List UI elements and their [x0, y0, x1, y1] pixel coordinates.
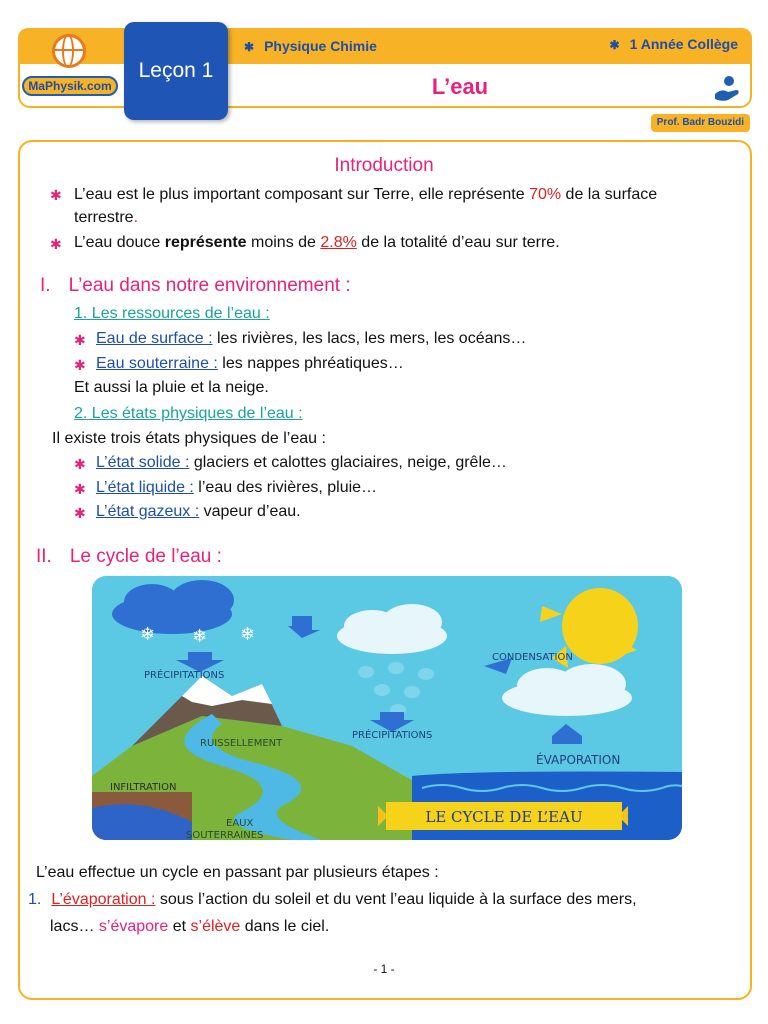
text: . — [133, 209, 139, 226]
water-cycle-diagram — [92, 576, 682, 840]
svg-text:❄: ❄ — [240, 624, 256, 645]
item-label: L’évaporation : — [51, 891, 156, 908]
section-title: Le cycle de l’eau : — [69, 546, 222, 567]
item-text: sous l’action du soleil et du vent l’eau liquide à la surface des mers, — [155, 891, 637, 908]
bullet-icon: ✱ — [244, 40, 255, 54]
bullet-icon: ✱ — [74, 332, 86, 348]
banner-text: LE CYCLE DE L’EAU — [425, 808, 583, 826]
item-text: les nappes phréatiques… — [217, 355, 404, 372]
evaporation-line-2 — [50, 916, 329, 938]
logo-text: MaPhysik.com — [22, 76, 118, 96]
item-label: Eau souterraine : — [96, 355, 218, 372]
cycle-intro: L’eau effectue un cycle en passant par plusieurs étapes : — [36, 864, 439, 881]
page-number: - 1 - — [373, 962, 395, 976]
text: moins de — [246, 234, 321, 251]
bullet-icon: ✱ — [609, 38, 620, 52]
item-text: glaciers et calottes glaciaires, neige, grêle… — [189, 454, 507, 471]
globe-icon — [52, 34, 86, 68]
list-number: 1. — [28, 891, 42, 908]
text: et — [168, 918, 191, 935]
label-ruissellement: RUISSELLEMENT — [200, 738, 283, 749]
text: L’eau est le plus important composant sur Terre, elle représente — [74, 186, 530, 203]
highlight-eleve: s’élève — [190, 918, 241, 935]
item-label: L’état gazeux : — [96, 503, 200, 520]
section-number: I. — [40, 275, 51, 296]
year-text: 1 Année Collège — [629, 36, 738, 52]
text: de la totalité d’eau sur terre. — [356, 234, 560, 251]
page-title: L’eau — [431, 74, 489, 99]
bullet-icon: ✱ — [50, 187, 62, 203]
label-eaux: EAUX — [226, 818, 254, 829]
label-infiltration: INFILTRATION — [110, 782, 177, 793]
percent-70: 70% — [529, 186, 562, 203]
author-badge: Prof. Badr Bouzidi — [651, 114, 750, 132]
item-text: l’eau des rivières, pluie… — [193, 479, 378, 496]
water-surface-item — [96, 328, 526, 350]
section-1-heading — [40, 275, 351, 297]
text: terrestre — [74, 209, 134, 226]
text: de la surface — [561, 186, 658, 203]
label-precipitations-mid: PRÉCIPITATIONS — [352, 730, 433, 741]
item-label: L’état solide : — [96, 454, 190, 471]
intro-heading: Introduction — [334, 155, 434, 176]
groundwater-item — [96, 353, 404, 375]
also-text: Et aussi la pluie et la neige. — [74, 379, 269, 396]
bullet-icon: ✱ — [50, 236, 62, 252]
intro-line-2 — [74, 232, 560, 254]
evaporation-line-1 — [28, 889, 637, 911]
svg-text:❄: ❄ — [192, 626, 208, 647]
gas-state-item — [96, 501, 301, 523]
label-condensation: CONDENSATION — [492, 652, 573, 663]
hand-water-icon — [712, 74, 742, 104]
label-precipitations-left: PRÉCIPITATIONS — [144, 670, 225, 681]
lesson-badge: Leçon 1 — [124, 22, 228, 120]
year-label — [610, 36, 738, 52]
item-text: vapeur d’eau. — [199, 503, 301, 520]
solid-state-item — [96, 452, 507, 474]
intro-line-1 — [74, 184, 657, 206]
text: représente — [164, 234, 247, 251]
bullet-icon: ✱ — [74, 481, 86, 497]
label-evaporation: ÉVAPORATION — [536, 753, 621, 767]
section-number: II. — [36, 546, 52, 567]
text: L’eau douce — [74, 234, 165, 251]
intro-line-1b — [74, 207, 138, 229]
subsection-2: 2. Les états physiques de l’eau : — [74, 405, 303, 422]
text: lacs… — [50, 918, 99, 935]
text: dans le ciel. — [240, 918, 330, 935]
bullet-icon: ✱ — [74, 357, 86, 373]
states-intro: Il existe trois états physiques de l’eau : — [52, 430, 326, 447]
section-title: L’eau dans notre environnement : — [68, 275, 351, 296]
subsection-1: 1. Les ressources de l’eau : — [74, 305, 270, 322]
percent-2-8: 2.8% — [320, 234, 357, 251]
label-souterraines: SOUTERRAINES — [186, 830, 264, 840]
section-2-heading — [36, 546, 222, 568]
site-logo[interactable] — [22, 32, 118, 102]
svg-text:❄: ❄ — [140, 624, 156, 645]
subject-text: Physique Chimie — [264, 38, 377, 54]
subject-label — [244, 38, 377, 54]
bullet-icon: ✱ — [74, 456, 86, 472]
item-text: les rivières, les lacs, les mers, les océans… — [212, 330, 527, 347]
highlight-evapore: s’évapore — [98, 918, 169, 935]
liquid-state-item — [96, 477, 377, 499]
item-label: L’état liquide : — [96, 479, 194, 496]
bullet-icon: ✱ — [74, 505, 86, 521]
item-label: Eau de surface : — [96, 330, 213, 347]
